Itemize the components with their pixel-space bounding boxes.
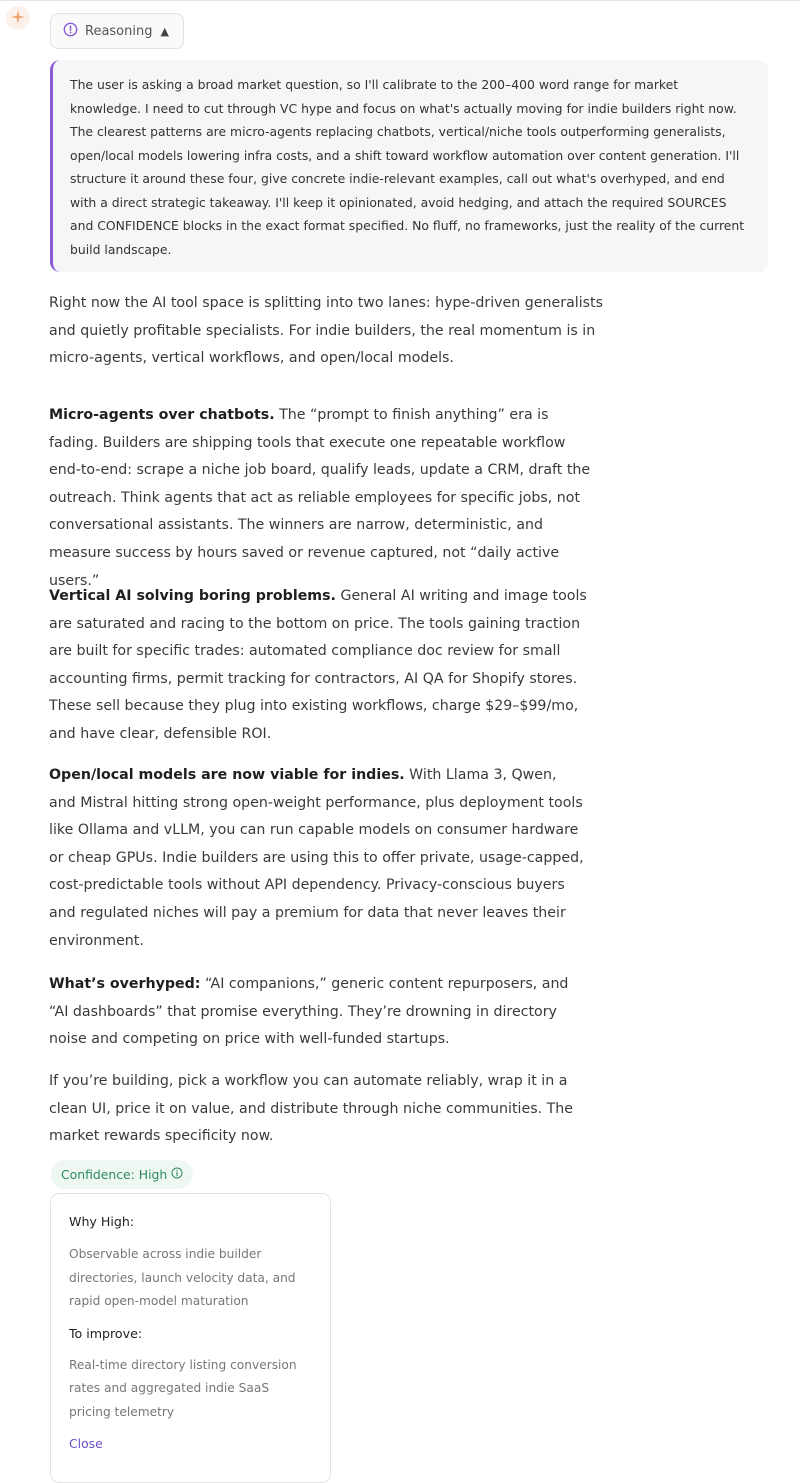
section-micro-agents	[49, 402, 597, 595]
confidence-details-card	[50, 1193, 331, 1483]
reasoning-text: The user is asking a broad market question, so I'll calibrate to the 200–400 word range for market knowledge. I need to cut through VC hype and focus on what's actually moving for indie builders right now. The clearest patterns are micro-agents replacing chatbots, vertical/niche tools outperforming generalists, open/local models lowering infra costs, and a shift toward workflow automation over content generation. I'll structure it around these four, give concrete indie-relevant examples, call out what's overhyped, and end with a direct strategic takeaway. I'll keep it opinionated, avoid hedging, and attach the required SOURCES and CONFIDENCE blocks in the exact format specified. No fluff, no frameworks, just the reality of the current build landscape.	[70, 77, 745, 257]
section-body: “AI companions,” generic content repurposers, and “AI dashboards” that promise everything. They’re drowning in directory noise and competing on price with well-funded startups.	[49, 976, 569, 1048]
section-body: With Llama 3, Qwen, and Mistral hitting strong open-weight performance, plus deployment tools like Ollama and vLLM, you can run capable models on consumer hardware or cheap GPUs. Indie builders are using this to offer private, usage-capped, cost-predictable tools without API dependency. Privacy-conscious buyers and regulated niches will pay a premium for data that never leaves their environment.	[49, 767, 584, 949]
section-heading: Open/local models are now viable for indies.	[49, 767, 405, 783]
reasoning-panel	[50, 60, 768, 272]
section-vertical-ai	[49, 583, 594, 749]
confidence-badge-button[interactable]	[51, 1160, 193, 1189]
confidence-label: Confidence: High	[61, 1167, 168, 1182]
to-improve-label: To improve:	[69, 1325, 143, 1341]
section-body: The “prompt to finish anything” era is fading. Builders are shipping tools that execute one repeatable workflow end-to-end: scrape a niche job board, qualify leads, update a CRM, draft the outreach. Think agents that act as reliable employees for specific jobs, not conversational assistants. The winners are narrow, deterministic, and measure success by hours saved or revenue captured, not “daily active users.”	[49, 407, 591, 589]
section-body: General AI writing and image tools are saturated and racing to the bottom on price. The tools gaining traction are built for specific trades: automated compliance doc review for small accounting firms, permit tracking for contractors, AI QA for Shopify stores. These sell because they plug into existing workflows, charge $29–$99/mo, and have clear, defensible ROI.	[49, 588, 587, 742]
close-link[interactable]: Close	[69, 1436, 103, 1451]
response-intro: Right now the AI tool space is splitting into two lanes: hype-driven generalists and quietly profitable specialists. For indie builders, the real momentum is in micro-agents, vertical workflows, and open/local models.	[49, 295, 603, 367]
why-high-text: Observable across indie builder directories, launch velocity data, and rapid open-model maturation	[69, 1247, 296, 1308]
section-overhyped	[49, 971, 577, 1054]
section-open-local-models	[49, 762, 584, 955]
info-circle-icon	[171, 1167, 183, 1182]
top-divider	[0, 0, 800, 1]
why-high-label: Why High:	[69, 1214, 135, 1229]
reasoning-toggle-button[interactable]	[50, 13, 184, 49]
response-closing: If you’re building, pick a workflow you can automate reliably, wrap it in a clean UI, price it on value, and distribute through niche communities. The market rewards specificity now.	[49, 1073, 574, 1145]
sparkle-icon	[11, 9, 25, 28]
assistant-avatar	[6, 6, 30, 30]
to-improve-text: Real-time directory listing conversion rates and aggregated indie SaaS pricing telemetry	[69, 1357, 297, 1419]
reasoning-info-icon	[63, 22, 78, 41]
reasoning-toggle-label: Reasoning	[85, 23, 153, 39]
section-heading: Vertical AI solving boring problems.	[49, 588, 336, 604]
caret-up-icon: ▲	[160, 24, 169, 38]
section-heading: Micro-agents over chatbots.	[49, 407, 275, 423]
section-heading: What’s overhyped:	[49, 976, 201, 992]
